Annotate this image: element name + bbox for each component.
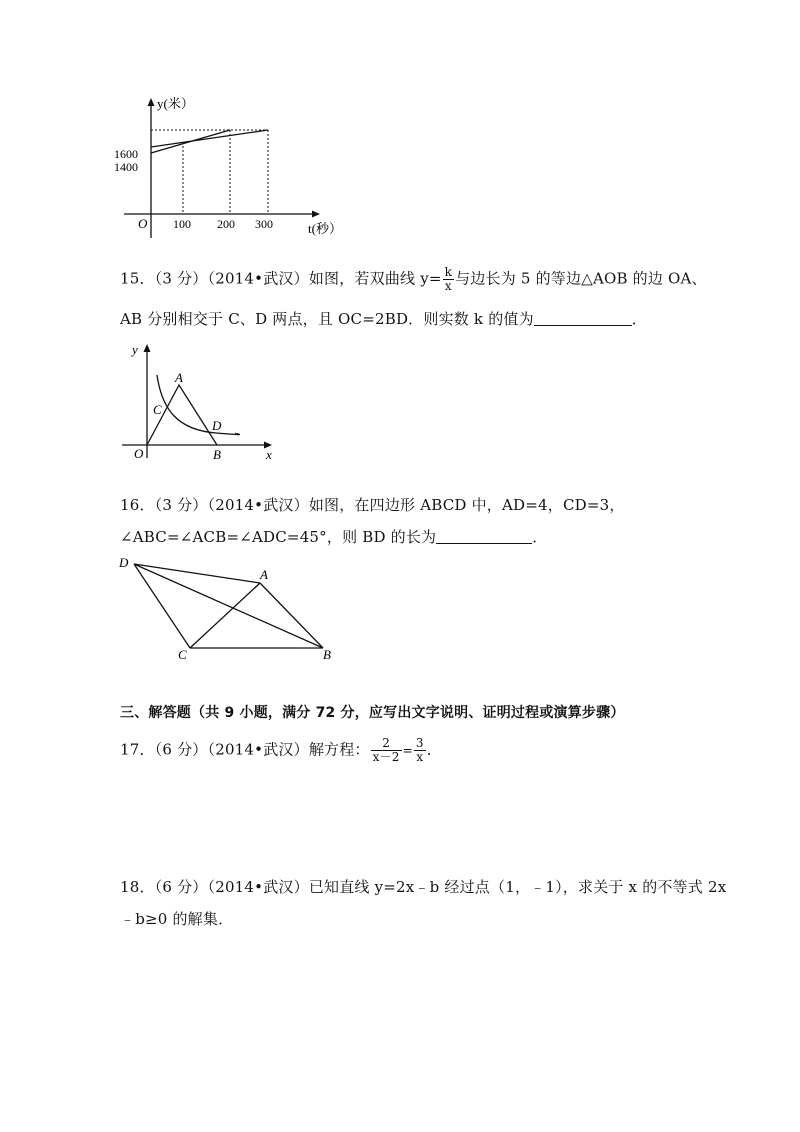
q15-end: ． (631, 310, 647, 328)
q18-line1-text: 18．（6 分）（2014•武汉）已知直线 y=2x﹣b 经过点（1，﹣1），求关于 x 的不等式 2x (120, 878, 727, 896)
q15-label-A: A (175, 370, 183, 385)
q17-frac2-den: x (416, 750, 424, 764)
q16-line2 (120, 526, 547, 547)
q16-figure (116, 553, 346, 663)
q16-line1 (120, 494, 625, 515)
q15-line2 (120, 308, 647, 329)
q17-frac2-num: 3 (415, 736, 424, 750)
q15-y-arrow (144, 344, 151, 352)
q15-label-O: O (134, 446, 144, 461)
q15-prefix: 15．（3 分）（2014•武汉）如图，若双曲线 y= (120, 269, 442, 288)
q16-AB (260, 583, 323, 648)
q17-end: ． (426, 740, 442, 759)
q15-line2-text: AB 分别相交于 C、D 两点，且 OC=2BD．则实数 k 的值为 (120, 310, 534, 328)
q16-label-B: B (323, 647, 331, 662)
graph-x-tick-100: 100 (173, 217, 191, 231)
q15-suffix: 与边长为 5 的等边△AOB 的边 OA、 (455, 269, 707, 288)
section3-heading (120, 702, 625, 722)
q18-line2 (120, 908, 233, 929)
graph-y-tick-1600: 1600 (114, 147, 138, 161)
q15-label-B: B (213, 447, 221, 462)
graph-x-tick-300: 300 (255, 217, 273, 231)
q15-answer-blank[interactable] (534, 311, 632, 326)
q16-end: ． (532, 528, 548, 546)
q15-label-C: C (153, 402, 162, 417)
q15-line1 (120, 266, 707, 293)
q15-label-x: x (266, 447, 272, 462)
q17-prefix: 17．（6 分）（2014•武汉）解方程： (120, 740, 370, 759)
graph-y-arrow (148, 98, 155, 106)
q15-figure (116, 340, 286, 465)
q15-frac-den: x (444, 279, 452, 293)
q16-line1-text: 16．（3 分）（2014•武汉）如图，在四边形 ABCD 中，AD=4，CD=3， (120, 496, 625, 514)
graph-line-2 (151, 130, 268, 147)
q17-fraction-2 (414, 737, 426, 764)
q16-DA (134, 564, 260, 583)
q16-answer-blank[interactable] (436, 529, 532, 544)
graph-y-tick-1400: 1400 (114, 160, 138, 174)
graph-x-arrow (312, 211, 320, 218)
q16-label-D: D (119, 555, 129, 570)
q16-line2-text: ∠ABC=∠ACB=∠ADC=45°，则 BD 的长为 (120, 528, 437, 546)
q15-frac-num: k (444, 265, 453, 279)
q18-line2-text: ﹣b≥0 的解集． (120, 910, 234, 928)
q15-label-y: y (132, 342, 138, 357)
section3-title: 三、解答题（共 9 小题，满分 72 分，应写出文字说明、证明过程或演算步骤） (120, 705, 625, 721)
q15-fraction (443, 266, 454, 293)
q18-line1 (120, 876, 726, 897)
distance-time-graph (110, 92, 360, 242)
q16-label-A: A (260, 567, 268, 582)
q15-hyperbola (157, 375, 240, 435)
q17-fraction-1 (371, 737, 402, 764)
graph-y-label: y(米） (157, 96, 194, 111)
q17-frac1-den: x－2 (372, 750, 400, 764)
q17-line (120, 737, 442, 764)
graph-origin: O (138, 216, 148, 231)
graph-x-label: t(秒） (308, 221, 342, 236)
graph-x-tick-200: 200 (217, 217, 235, 231)
q15-label-D: D (212, 418, 222, 433)
q17-frac1-num: 2 (371, 737, 402, 751)
q16-label-C: C (178, 647, 187, 662)
q17-eq: = (402, 743, 413, 758)
